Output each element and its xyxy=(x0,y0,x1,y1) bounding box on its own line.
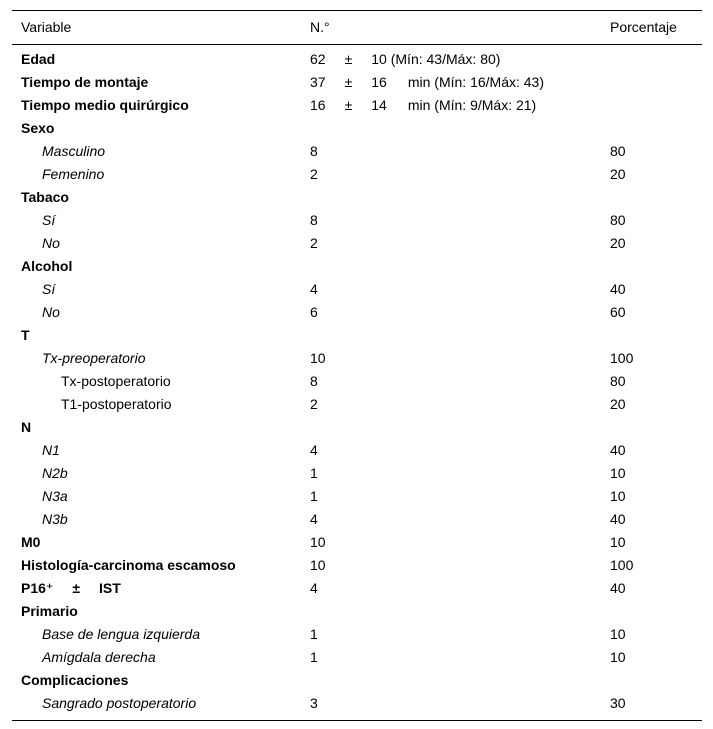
table-row xyxy=(12,692,702,715)
table-row xyxy=(12,255,702,278)
row-label: Tx-preoperatorio xyxy=(42,350,146,366)
row-percent: 80 xyxy=(610,212,626,228)
table-row xyxy=(12,232,702,255)
row-label: Tx-postoperatorio xyxy=(61,373,171,389)
row-label: M0 xyxy=(21,534,41,550)
row-label: P16⁺ ± IST xyxy=(21,580,121,596)
row-n: 8 xyxy=(310,143,318,159)
row-percent: 40 xyxy=(610,580,626,596)
data-table xyxy=(12,10,702,721)
row-n: 2 xyxy=(310,396,318,412)
row-label: Tiempo medio quirúrgico xyxy=(21,97,189,113)
row-label: T xyxy=(21,327,30,343)
row-label: Sangrado postoperatorio xyxy=(42,695,197,711)
row-n: 4 xyxy=(310,511,318,527)
row-percent: 10 xyxy=(610,649,626,665)
table-row xyxy=(12,71,702,94)
row-label: T1-postoperatorio xyxy=(61,396,172,412)
row-percent: 40 xyxy=(610,442,626,458)
table-row xyxy=(12,347,702,370)
row-percent: 80 xyxy=(610,373,626,389)
row-percent: 100 xyxy=(610,350,634,366)
header-n: N.° xyxy=(310,19,330,35)
row-percent: 20 xyxy=(610,166,626,182)
row-label: N2b xyxy=(42,465,68,481)
row-n: 3 xyxy=(310,695,318,711)
table-row xyxy=(12,163,702,186)
table-row xyxy=(12,485,702,508)
row-percent: 10 xyxy=(610,626,626,642)
table-row xyxy=(12,623,702,646)
row-percent: 10 xyxy=(610,465,626,481)
row-n: 4 xyxy=(310,281,318,297)
row-label: Complicaciones xyxy=(21,672,129,688)
row-label: Base de lengua izquierda xyxy=(42,626,201,642)
row-label: Femenino xyxy=(42,166,105,182)
row-n: 6 xyxy=(310,304,318,320)
header-percent: Porcentaje xyxy=(610,19,677,35)
row-n: 4 xyxy=(310,580,318,596)
row-percent: 10 xyxy=(610,488,626,504)
row-label: Sexo xyxy=(21,120,55,136)
table-row xyxy=(12,531,702,554)
row-percent: 10 xyxy=(610,534,626,550)
row-percent: 40 xyxy=(610,281,626,297)
row-n: 1 xyxy=(310,626,318,642)
table-row xyxy=(12,600,702,623)
row-n: 10 xyxy=(310,534,326,550)
row-percent: 60 xyxy=(610,304,626,320)
table-row xyxy=(12,324,702,347)
row-percent: 80 xyxy=(610,143,626,159)
row-label: Sí xyxy=(42,281,56,297)
table-row xyxy=(12,439,702,462)
table-body xyxy=(12,45,702,720)
row-n: 16 ± 14 min (Mín: 9/Máx: 21) xyxy=(310,97,537,113)
table-header xyxy=(12,11,702,45)
row-n: 2 xyxy=(310,166,318,182)
table-row xyxy=(12,48,702,71)
row-n: 2 xyxy=(310,235,318,251)
row-n: 8 xyxy=(310,212,318,228)
row-percent: 40 xyxy=(610,511,626,527)
table-row xyxy=(12,508,702,531)
table-row xyxy=(12,370,702,393)
row-percent: 30 xyxy=(610,695,626,711)
row-n: 10 xyxy=(310,350,326,366)
row-percent: 20 xyxy=(610,235,626,251)
row-label: Amígdala derecha xyxy=(42,649,156,665)
row-label: Tabaco xyxy=(21,189,69,205)
table-row xyxy=(12,554,702,577)
row-label: N3a xyxy=(42,488,68,504)
row-label: Edad xyxy=(21,51,56,67)
row-percent: 20 xyxy=(610,396,626,412)
row-label: Histología-carcinoma escamoso xyxy=(21,557,236,573)
row-label: N xyxy=(21,419,32,435)
row-label: No xyxy=(42,235,60,251)
table-row xyxy=(12,278,702,301)
table-row xyxy=(12,646,702,669)
row-n: 1 xyxy=(310,465,318,481)
row-percent: 100 xyxy=(610,557,634,573)
row-n: 62 ± 10 (Mín: 43/Máx: 80) xyxy=(310,51,501,67)
row-label: Alcohol xyxy=(21,258,73,274)
row-n: 4 xyxy=(310,442,318,458)
table-row xyxy=(12,140,702,163)
table-row xyxy=(12,416,702,439)
row-label: N1 xyxy=(42,442,60,458)
table-row xyxy=(12,117,702,140)
row-label: Tiempo de montaje xyxy=(21,74,149,90)
table-row xyxy=(12,209,702,232)
table-row xyxy=(12,577,702,600)
row-label: No xyxy=(42,304,60,320)
table-row xyxy=(12,393,702,416)
table-row xyxy=(12,462,702,485)
row-label: Primario xyxy=(21,603,78,619)
table-row xyxy=(12,301,702,324)
table-row xyxy=(12,669,702,692)
row-label: Sí xyxy=(42,212,56,228)
row-n: 1 xyxy=(310,649,318,665)
header-variable: Variable xyxy=(21,19,72,35)
row-n: 1 xyxy=(310,488,318,504)
table-row xyxy=(12,186,702,209)
row-n: 37 ± 16 min (Mín: 16/Máx: 43) xyxy=(310,74,544,90)
table-row xyxy=(12,94,702,117)
row-n: 8 xyxy=(310,373,318,389)
row-n: 10 xyxy=(310,557,326,573)
row-label: N3b xyxy=(42,511,68,527)
row-label: Masculino xyxy=(42,143,106,159)
